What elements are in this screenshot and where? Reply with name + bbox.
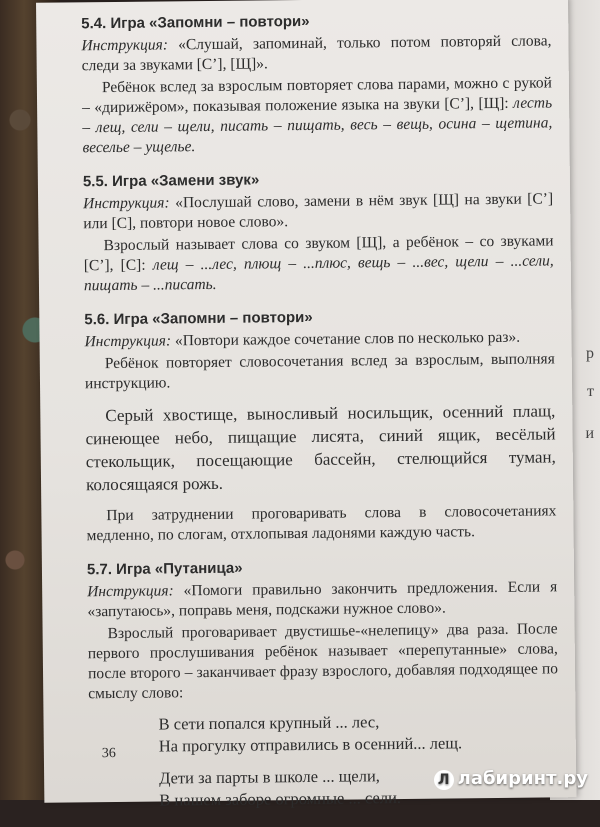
description: Взрослый проговаривает двустишье-«нелепицу» два раза. После первого прослушивания ребёнок называет «перепутанные» слова, после второго – заканчивает фразу взрослого, добавляя подходящее по смыслу слово: <box>87 620 559 703</box>
instruction-text: «Повтори каждое сочетание слов по несколько раз». <box>170 328 521 350</box>
description: Ребёнок повторяет словосочетания вслед за взрослым, выполняя инструкцию. <box>84 350 555 393</box>
instruction-label: Инструкция: <box>87 582 174 601</box>
page-number: 36 <box>101 745 116 762</box>
instruction-text: «Помоги правильно закончить предложения. Если я «запутаюсь», поправь меня, подскажи нужное слово». <box>87 578 558 621</box>
instruction <box>87 577 557 622</box>
watermark-text: лабиринт.ру <box>457 768 588 789</box>
instruction <box>84 327 554 352</box>
edge-letter: р <box>586 345 594 362</box>
instruction <box>83 189 553 234</box>
instruction-label: Инструкция: <box>83 194 170 213</box>
poem-line: Дети за парты в школе ... щели, <box>159 766 380 788</box>
instruction-label: Инструкция: <box>81 36 169 55</box>
note: При затруднении проговаривать слова в словосочетаниях медленно, по слогам, отхлопывая ладонями каждую часть. <box>86 502 557 545</box>
poem-1 <box>158 709 558 757</box>
book-page <box>36 0 576 810</box>
section-header: 5.4. Игра «Запомни – повтори» <box>81 12 310 33</box>
page-content <box>81 9 559 826</box>
edge-letter: т <box>587 383 594 400</box>
watermark <box>434 768 588 790</box>
phrase-list: Серый хвостище, выносливый носильщик, осенний плащ, синеющее небо, пищащие лисята, синий ящик, весёлый стекольщик, посещающие бассейн, стелющийся туман, колосящаяся рожь. <box>85 401 556 495</box>
section-5-5 <box>83 167 554 296</box>
word-pairs: лещ – ...лес, плющ – ...плюс, вещь – ...вес, щели – ...сели, пищать – ...писать. <box>83 252 554 295</box>
description-text: Взрослый называет слова со звуком [Щ], а ребёнок – со звуками [С’], [С]: <box>83 232 554 275</box>
instruction-text: «Послушай слово, замени в нём звук [Щ] на звуки [С’] или [С], повтори новое слово». <box>83 190 554 233</box>
poem-line: В нашем заборе огромные ... сели. <box>159 788 402 810</box>
section-header: 5.7. Игра «Путаница» <box>86 559 243 579</box>
section-header: 5.6. Игра «Запомни – повтори» <box>84 308 313 329</box>
description-text: Ребёнок вслед за взрослым повторяет слова парами, можно с рукой – «дирижёром», показывая положение языка на звуки [С’], [Щ]: <box>82 74 552 117</box>
instruction-text: «Слушай, запоминай, только потом повторяй слова, следи за звуками [С’], [Щ]». <box>81 32 552 75</box>
instruction-label: Инструкция: <box>84 332 172 351</box>
poem-line: В сети попался крупный ... лес, <box>158 712 380 734</box>
poem-line: На прогулку отправились в осенний... лещ. <box>158 733 463 756</box>
description <box>83 231 554 296</box>
section-5-4 <box>81 9 552 158</box>
labyrinth-logo-icon: Л <box>434 770 454 790</box>
description <box>82 73 553 158</box>
word-pairs: лесть – лещ, сели – щели, писать – пищать, весь – вещь, осина – щетина, веселье – ущелье. <box>82 94 553 157</box>
section-5-6 <box>84 305 556 546</box>
edge-letter: и <box>585 425 594 442</box>
instruction <box>81 31 551 76</box>
section-header: 5.5. Игра «Замени звук» <box>82 171 260 191</box>
